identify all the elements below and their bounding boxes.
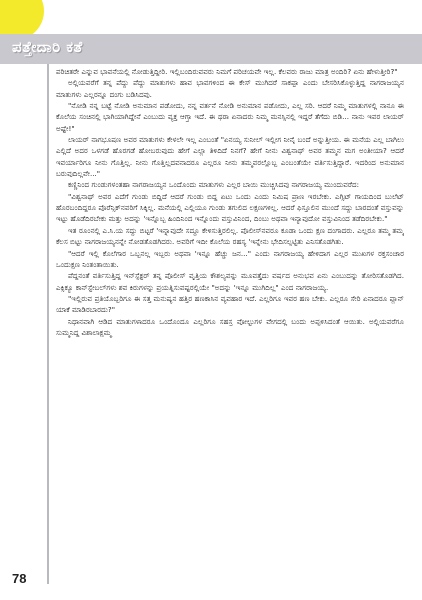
paragraph: ಪರಿಚಿತರೇ ಎನ್ನುವ ಭಾವನೆಯಲ್ಲಿ ನೋಡುತ್ತಿದ್ದೀರಿ. ಇಲ್ಲಿಬಂದಿರುವವರು ನಿಮಗೆ ಪರಿಚಯವೇ ಇಲ್ಲ. ಕೆಲವರು ರಾಜು ಮಾತ್ರ ಅಂದಿರಿ? ಏನು ಹೇಳುತ್ತೀರಿ?" xyxy=(56,67,398,76)
paragraph: ಇತ ರೂಂನಲ್ಲಿ ಎ.ಸಿ.ಯ ಸದ್ದು ಬಿಟ್ಟರೆ 'ಇನ್ನಾವುದೇ ಸದ್ದೂ ಕೇಳಿಸುತ್ತಿರಲಿಲ್ಲ. ಪೊಲೀಸ್‌ನವರೂ ಕೂಡಾ ಒಂದು ಕ್ಷಣ ದಂಗಾದರು. ಎಲ್ಲರೂ ತಮ್ಮ ತಮ್ಮ ಕೆಲಸ ಬಿಟ್ಟು ನಾಗರಾಜಯ್ಯನನ್ನೇ ನೋಡತೊಡಗಿದರು. ಅವರಿಗೆ ಇದೀ ಕೊಲೆಯ ರಹಸ್ಯ 'ಇನ್ನೇನು ಭೇದಿಸಲ್ಪಟ್ಟಿತು ಎನಿಸತೊಡಗಿತು. xyxy=(56,225,404,247)
section-title: ಪತ್ತೇದಾರಿ ಕತೆ xyxy=(12,38,83,56)
paragraph: "ನೋಡಿ ನನ್ನ ಬಟ್ಟೆ ನೋಡಿ ಅನುಮಾನ ಪಡೋದು, ನನ್ನ ವರ್ತನೆ ನೋಡಿ ಅನುಮಾನ ಪಡೋದು, ಎಲ್ಲ ಸರಿ. ಆದರೆ ನಿಮ್ಮ ಮಾತುಗಳಲ್ಲಿ ನಾನೂ ಈ ಕೊಲೆಯ ಸಂಚಿನಲ್ಲಿ ಭಾಗಿಯಾಗಿದ್ದೇನೆ ಎಂಬುದು ವ್ಯಕ್ತ ಆಗ್ತಾ ಇದೆ. ಈ ಥರಾ ಏನಾದರು ನಿಮ್ಮ ಮನಸ್ಸಿನಲ್ಲಿ ಇದ್ದರೆ ತೆಗೆದು ಬಿಡಿ... ನಾನು ಇವರ ಲಾಯರ್ ಅಷ್ಟೇ!" xyxy=(56,101,404,133)
paragraph: "ವಿಶ್ವನಾಥ್ ಅವರ ಎದೆಗೆ ಗುಂಡು ಬಿದ್ದಿದೆ ಆದರೆ ಗುಂಡು ಬಿದ್ದ ಏಟು ಒಂದು ಎಂದು ನಿಮಿಷ ಪ್ರಾಣ ಇರಬೇಕು. ಎಗ್ಸಿಟ್ ಗಾಯದಿಂದ ಬುಲೆಟ್ ಹೊರಬಂದಿದ್ದರೂ ಪೊರೆನ್ಸಿಕ್‌ನವರಿಗೆ ಸಿಕ್ಕಿಲ್ಲ. ಮನೆಯಲ್ಲಿ ಎಲ್ಲಿಯೂ ಗುಂಡು ತಗುಲಿದ ಲಕ್ಷಣಗಳಿಲ್ಲ. ಆದರೆ ಫಿಸ್ತೂಲಿನ ಮುಂದೆ ಸದ್ದು ಬಾರದಂತೆ ವಸ್ತುವನ್ನು ಇಟ್ಟು ಹೊಡೆದಿರಬೇಕು ಮತ್ತು ಅದನ್ನು 'ಇನ್ನೊಬ್ಬ ಹಿಂದಿನಿಂದ ಇನ್ನೊಂದು ವಸ್ತುವಿನಿಂದ, ದಿಂಬು ಅಥವಾ ಇನ್ಯಾವುದೋ ವಸ್ತುವಿನಿಂದ ತಡೆದಿರಬೇಕು." xyxy=(56,191,404,224)
paragraph: ಕಣ್ಣಿನಿಂದ ಗುಂಡುಗಳಂತಹಾ ನಾಗರಾಜಯ್ಯನ ಒಂದೊಂದು ಮಾತುಗಳು ಎಲ್ಲರ ಬಾಯಿ ಮುಚ್ಚಿಸಿದವು ನಾಗರಾಜಯ್ಯ ಮುಂದುವರೆದ: xyxy=(68,180,360,190)
paragraph: ಅಲ್ಲಿಯವರೆಗೆ ತನ್ನ ಪೆದ್ದು ಪೆದ್ದು ಮಾತುಗಳು ಹಾವ ಭಾವಗಳಿಂದ ಈ ಕೇಸ್ ಮುಗಿದರೆ ಸಾಕಪ್ಪಾ ಎಂದು ಬೇಸರಿಸಿಕೊಳ್ಳುತ್ತಿದ್ದ ನಾಗರಾಜಯ್ಯನ ಮಾತುಗಳು ಎಲ್ಲರನ್ನೂ ದಂಗು ಬಡಿಸಿದವು. xyxy=(56,78,404,99)
article-body xyxy=(56,66,404,582)
paragraph: ಲಾಯರ್ ನಾಗಭೂಷಣ ಅವರ ಮಾತುಗಳು ಕೇಳಲೇ ಇಲ್ಲ ಎಂಬಂತೆ "ಏನಯ್ಯ ಸುನೀಲ್ ಇಲ್ಲೀಗ ನೀನೈ ಬಂದೆ ಅನ್ನುತ್ತೀಯ. ಈ ಮನೆಯ ಎಲ್ಲ ಬಾಗಿಲು ಎಲ್ಲಿದೆ ಅದರ ಒಳಗಡೆ ಹೊರಗಡೆ ಹೋಬರುವುದು ಹೇಗೆ ಎಲ್ಲಾ ತಿಳಿದಿದೆ ನಿನಗೆ? ಹೇಗೆ ನೀನು ವಿಶ್ವನಾಥ್ ಅವರ ತಮ್ಮನ ಮಗ ಅಂತೀಯಾ? ಆದರೆ ಇವರ್ಯಾರಿಗೂ ನೀನು ಗೊತ್ತಿಲ್ಲ. ನೀನು ಗೊತ್ತಿಲ್ಲದವನಾದರೂ ಎಲ್ಲರೂ ನೀನು ತಮ್ಮವರಲ್ಲೊಬ್ಬ ಎಂಬಂತೆಯೇ ವರ್ತಿಸುತ್ತಿದ್ದಾರೆ. ಇದರಿಂದ ಅನುಮಾನ ಬರುವುದಿಲ್ಲವೇ..." xyxy=(56,135,404,179)
margin-rule xyxy=(47,64,49,584)
paragraph: "ಇಲ್ಲಿರುವ ಪ್ರತಿಯೊಬ್ಬರಿಗೂ ಈ ಸತ್ತ ಮನುಷ್ಯನ ಹತ್ತಿರ ಹಣಕಾಸಿನ ವ್ಯವಹಾರ ಇದೆ. ಎಲ್ಲರಿಗೂ ಇವರ ಹಣ ಬೇಕು. ಎಲ್ಲರೂ ಸೇರಿ ಏನಾದರೂ ಪ್ಲಾನ್ ಯಾಕೆ ಮಾಡಿರಬಾರದು?" xyxy=(56,293,404,315)
paragraph: ಪೆದ್ದನಂತೆ ವರ್ತಿಸುತ್ತಿದ್ದ ಇನ್‌ಸ್ಪೆಕ್ಟರ್ ತನ್ನ ಪೊಲೀಸ್ ವೃತ್ತಿಯ ಕೌಶಲ್ಯವನ್ನು ಮೂವತ್ತೈದು ವರ್ಷದ ಅನುಭವ ಏನು ಎಂಬುದನ್ನು ತೋರಿಸತೊಡಗಿದ. ಎಕ್ಸಿಕ್ಯೂ ಕಾನ್‌ಸ್ಟೇಬಲ್‌ಗಳು ಶವ ಕಿರುಗಳನ್ನು ಪ್ರಯತ್ನಿಸುವಷ್ಟರಲ್ಲಿಯೇ "ಅದನ್ನು 'ಇನ್ನೂ ಮುಗಿದಿಲ್ಲ" ಎಂದ ನಾಗರಾಜಯ್ಯ. xyxy=(56,271,404,292)
page-number: 78 xyxy=(12,571,27,586)
paragraph: "ಆದರೆ ಇಲ್ಲಿ ಕೊಲೆಗಾರ ಒಬ್ಬನಲ್ಲ ಇಬ್ಬರು ಅಥವಾ 'ಇನ್ನೂ ಹೆಚ್ಚು ಜನ..." ಎಂದು ನಾಗರಾಜಯ್ಯ ಹೇಳಿದಾಗ ಎಲ್ಲರ ಮುಖಗಳ ರಕ್ತಸಂಚಾರ ಒಂದುಕ್ಷಣ ನಿಂತಂತಾಯಿತು. xyxy=(56,248,404,269)
paragraph: ನಿಧಾನವಾಗಿ ಆಡಿದ ಮಾತುಗಳಾದರೂ ಒಂದೊಂದೂ ಎಲ್ಲರಿಗೂ ಸಹಸ್ರ ವೋಲ್ಟುಗಳ ವೇಗದಲ್ಲಿ ಬಂದು ಅಪ್ಪಳಿಸಿದಂತೆ ಆಯಿತು. ಅಲ್ಲಿಯವರೆಗೂ ಸುಮ್ಮನಿದ್ದ ವಿಶಾಲಾಕ್ಷಮ್ಮ xyxy=(56,316,404,337)
